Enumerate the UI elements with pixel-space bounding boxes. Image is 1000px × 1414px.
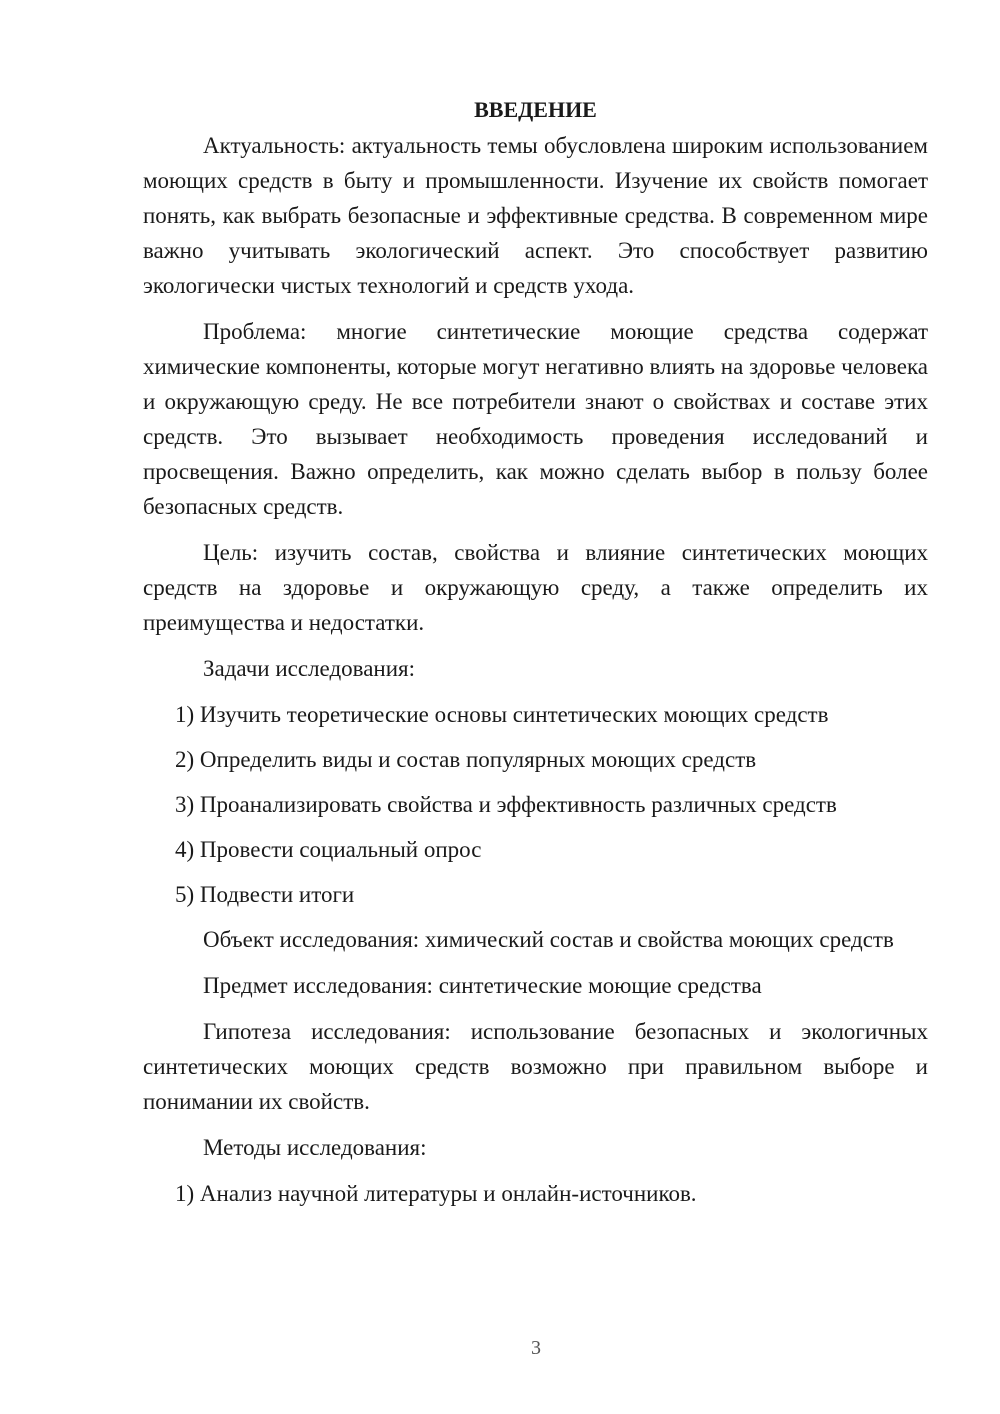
task-item-3: 3) Проанализировать свойства и эффективность различных средств [175,792,837,817]
methods-title: Методы исследования: [203,1135,427,1160]
object-paragraph: Объект исследования: химический состав и свойства моющих средств [203,927,894,952]
task-item-1: 1) Изучить теоретические основы синтетических моющих средств [175,702,829,727]
task-item-4: 4) Провести социальный опрос [175,837,482,862]
subject-paragraph: Предмет исследования: синтетические моющие средства [203,973,762,998]
task-item-2: 2) Определить виды и состав популярных моющих средств [175,747,757,772]
page-content [143,92,928,1221]
page-number: 3 [531,1337,541,1359]
problem-paragraph: Проблема: многие синтетические моющие средства содержат химические компоненты, которые могут негативно влиять на здоровье человека и окружающую среду. Не все потребители знают о свойствах и составе этих средств. Это вызывает необходимость проведения исследований и просвещения. Важно определить, как можно сделать выбор в пользу более безопасных средств. [143,319,928,519]
method-item-1: 1) Анализ научной литературы и онлайн-источников. [175,1181,697,1206]
page-heading: ВВЕДЕНИЕ [474,97,597,122]
hypothesis-paragraph: Гипотеза исследования: использование безопасных и экологичных синтетических моющих средств возможно при правильном выборе и понимании их свойств. [143,1019,928,1114]
task-item-5: 5) Подвести итоги [175,882,355,907]
tasks-list [143,697,928,912]
tasks-title: Задачи исследования: [203,656,416,681]
relevance-paragraph: Актуальность: актуальность темы обусловлена широким использованием моющих средств в быту и промышленности. Изучение их свойств помогает понять, как выбрать безопасные и эффективные средства. В современном мире важно учитывать экологический аспект. Это способствует развитию экологически чистых технологий и средств ухода. [143,133,928,298]
methods-list [143,1176,928,1211]
goal-paragraph: Цель: изучить состав, свойства и влияние синтетических моющих средств на здоровье и окружающую среду, а также определить их преимущества и недостатки. [143,540,928,635]
